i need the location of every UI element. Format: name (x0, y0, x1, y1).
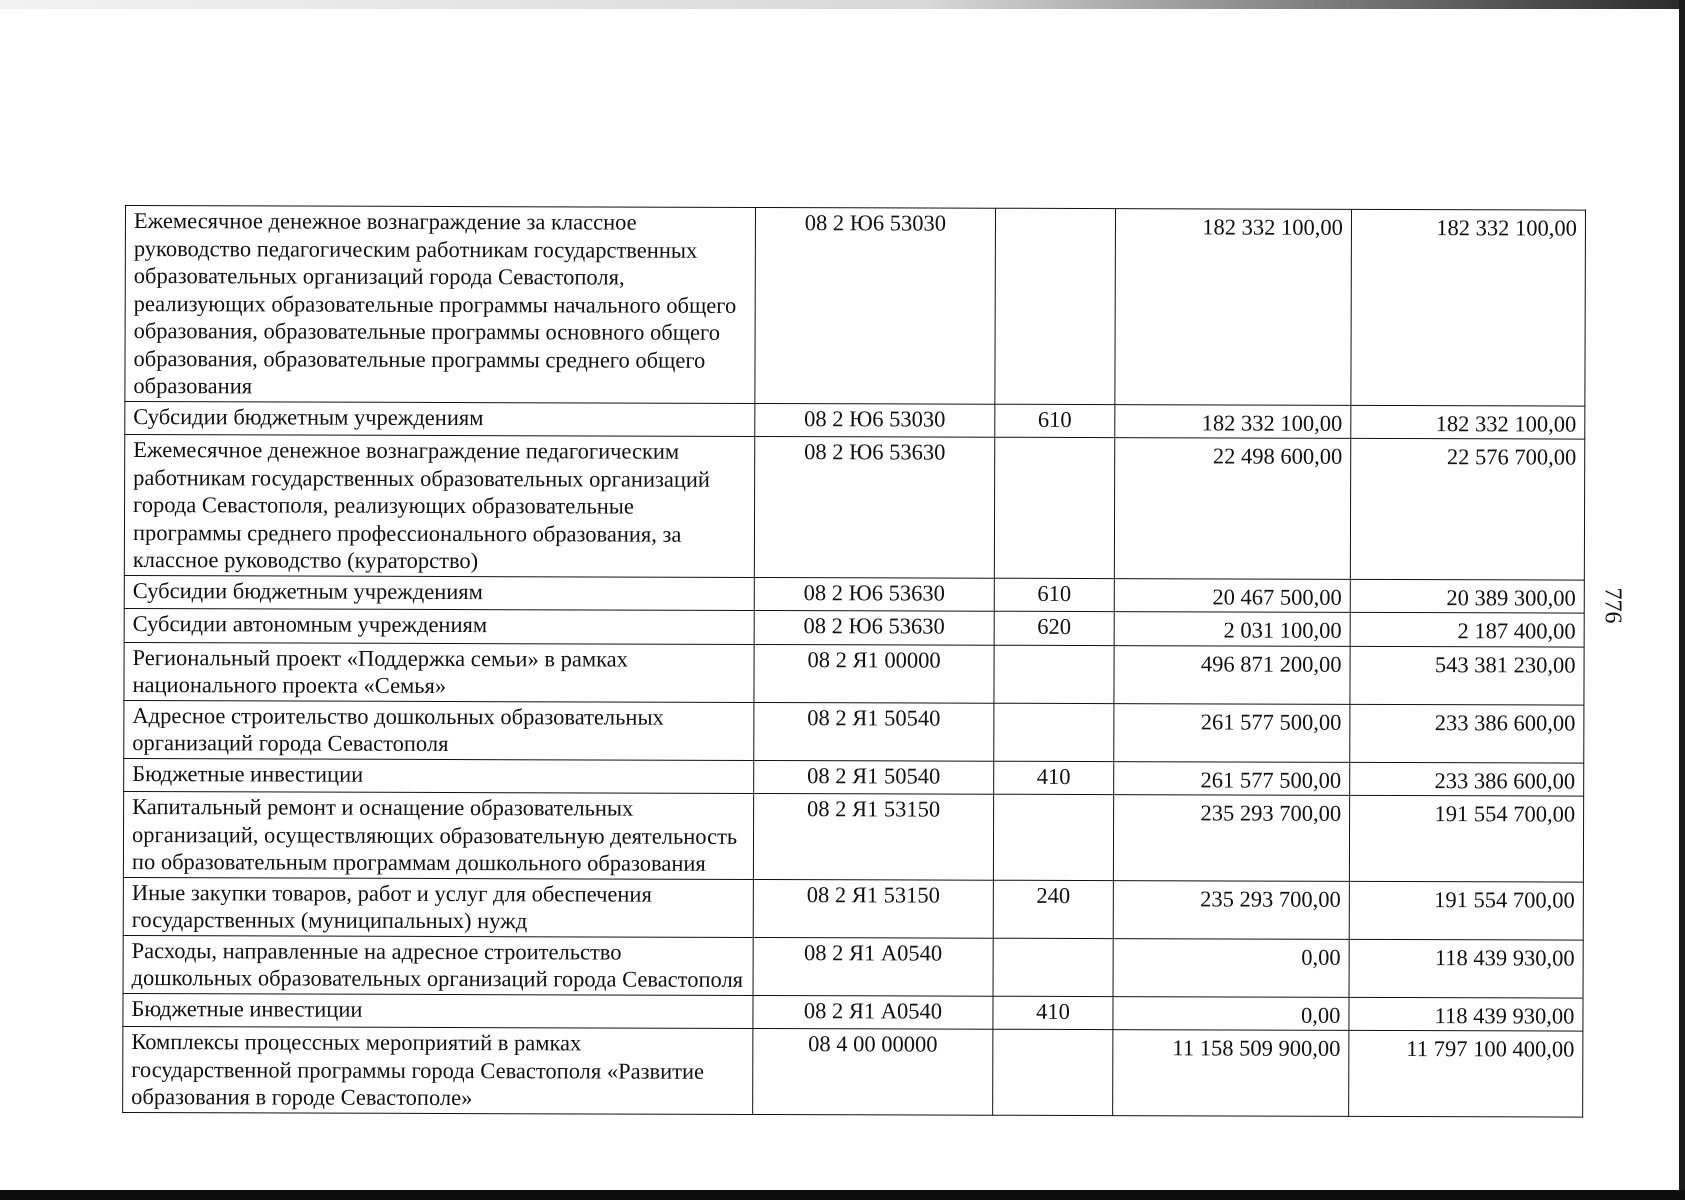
amount-year1-cell: 0,00 (1113, 996, 1349, 1030)
target-code-cell: 08 2 Я1 50540 (754, 760, 994, 794)
expense-name-cell: Ежемесячное денежное вознаграждение педагогическим работникам государственных образовательных организаций города Севастополя, реализующих образовательные программы среднего профессионального образования, за классное руководство (кураторство) (124, 435, 754, 577)
table-row (123, 935, 1583, 998)
amount-year1-cell: 235 293 700,00 (1113, 880, 1349, 939)
amount-year2-cell: 233 386 600,00 (1350, 704, 1584, 763)
amount-year1-cell: 11 158 509 900,00 (1113, 1030, 1349, 1116)
expense-type-cell (994, 703, 1114, 761)
table-row (124, 575, 1584, 613)
amount-year2-cell: 191 554 700,00 (1349, 795, 1583, 881)
amount-year1-cell: 261 577 500,00 (1114, 703, 1350, 762)
expense-name-cell: Адресное строительство дошкольных образовательных организаций города Севастополя (124, 700, 754, 760)
table-row (124, 608, 1584, 646)
expense-type-cell: 610 (995, 404, 1115, 438)
amount-year1-cell: 182 332 100,00 (1115, 209, 1352, 405)
expense-name-cell: Бюджетные инвестиции (124, 758, 754, 793)
budget-table (122, 205, 1586, 1117)
expense-name-cell: Субсидии бюджетным учреждениям (124, 575, 754, 610)
amount-year2-cell: 182 332 100,00 (1351, 405, 1585, 439)
target-code-cell: 08 2 Я1 00000 (754, 644, 994, 703)
expense-type-cell (995, 208, 1116, 404)
amount-year2-cell: 20 389 300,00 (1350, 579, 1584, 613)
amount-year2-cell: 118 439 930,00 (1349, 939, 1583, 998)
target-code-cell: 08 2 Я1 А0540 (753, 995, 993, 1029)
amount-year1-cell: 2 031 100,00 (1114, 612, 1350, 646)
scan-edge-top (0, 0, 1685, 9)
scan-edge-right (1679, 0, 1685, 1200)
amount-year2-cell: 118 439 930,00 (1349, 997, 1583, 1031)
target-code-cell: 08 4 00 00000 (753, 1028, 993, 1114)
table-row (124, 642, 1584, 705)
amount-year1-cell: 0,00 (1113, 938, 1349, 997)
amount-year1-cell: 182 332 100,00 (1115, 404, 1351, 438)
amount-year2-cell: 233 386 600,00 (1350, 762, 1584, 796)
target-code-cell: 08 2 Ю6 53030 (755, 403, 995, 437)
expense-type-cell (994, 645, 1114, 703)
table-row (123, 877, 1583, 940)
amount-year2-cell: 182 332 100,00 (1351, 209, 1586, 405)
amount-year2-cell: 2 187 400,00 (1350, 612, 1584, 646)
table-row (123, 791, 1583, 881)
table-row (123, 993, 1583, 1031)
expense-name-cell: Субсидии бюджетным учреждениям (125, 401, 755, 436)
amount-year2-cell: 11 797 100 400,00 (1349, 1030, 1583, 1116)
target-code-cell: 08 2 Ю6 53630 (754, 436, 994, 577)
expense-type-cell: 410 (994, 761, 1114, 795)
budget-table-container (122, 205, 1586, 1117)
amount-year2-cell: 543 381 230,00 (1350, 646, 1584, 705)
amount-year1-cell: 22 498 600,00 (1114, 438, 1350, 579)
page-number: 776 (1599, 587, 1626, 624)
expense-name-cell: Комплексы процессных мероприятий в рамках государственной программы города Севастополя «Развитие образования в городе Севастополе» (123, 1026, 753, 1113)
target-code-cell: 08 2 Я1 53150 (753, 793, 993, 879)
target-code-cell: 08 2 Я1 50540 (754, 702, 994, 761)
target-code-cell: 08 2 Я1 53150 (753, 879, 993, 938)
expense-name-cell: Расходы, направленные на адресное строительство дошкольных образовательных организаций города Севастополя (123, 935, 753, 995)
target-code-cell: 08 2 Ю6 53630 (754, 577, 994, 611)
expense-type-cell (993, 1029, 1113, 1115)
table-row (124, 700, 1584, 763)
expense-type-cell: 620 (994, 611, 1114, 645)
expense-name-cell: Региональный проект «Поддержка семьи» в рамках национального проекта «Семья» (124, 642, 754, 702)
table-row (123, 1026, 1583, 1116)
expense-type-cell: 610 (994, 578, 1114, 612)
expense-name-cell: Ежемесячное денежное вознаграждение за классное руководство педагогическим работникам государственных образовательных организаций города Севастополя, реализующих образовательные программы начального общего образования, образовательные программы основного общего образования, образовательные программы среднего общего образования (125, 206, 756, 403)
expense-name-cell: Бюджетные инвестиции (123, 993, 753, 1028)
amount-year1-cell: 261 577 500,00 (1114, 761, 1350, 795)
target-code-cell: 08 2 Ю6 53630 (754, 610, 994, 644)
table-row (125, 206, 1586, 406)
amount-year2-cell: 191 554 700,00 (1349, 881, 1583, 940)
table-row (124, 758, 1584, 796)
amount-year1-cell: 235 293 700,00 (1113, 795, 1349, 881)
expense-name-cell: Капитальный ремонт и оснащение образовательных организаций, осуществляющих образовательную деятельность по образовательным программам дошкольного образования (123, 791, 753, 878)
amount-year2-cell: 22 576 700,00 (1350, 438, 1584, 579)
expense-type-cell: 410 (993, 996, 1113, 1030)
expense-type-cell: 240 (993, 880, 1113, 938)
budget-table-body (123, 206, 1586, 1117)
expense-name-cell: Субсидии автономным учреждениям (124, 608, 754, 643)
amount-year1-cell: 20 467 500,00 (1114, 578, 1350, 612)
target-code-cell: 08 2 Ю6 53030 (755, 207, 996, 403)
expense-name-cell: Иные закупки товаров, работ и услуг для обеспечения государственных (муниципальных) нужд (123, 877, 753, 937)
amount-year1-cell: 496 871 200,00 (1114, 645, 1350, 704)
table-row (124, 435, 1584, 580)
expense-type-cell (993, 794, 1113, 880)
table-row (125, 401, 1585, 439)
expense-type-cell (993, 938, 1113, 996)
target-code-cell: 08 2 Я1 А0540 (753, 937, 993, 996)
scan-edge-bottom (0, 1190, 1685, 1200)
expense-type-cell (994, 437, 1114, 578)
